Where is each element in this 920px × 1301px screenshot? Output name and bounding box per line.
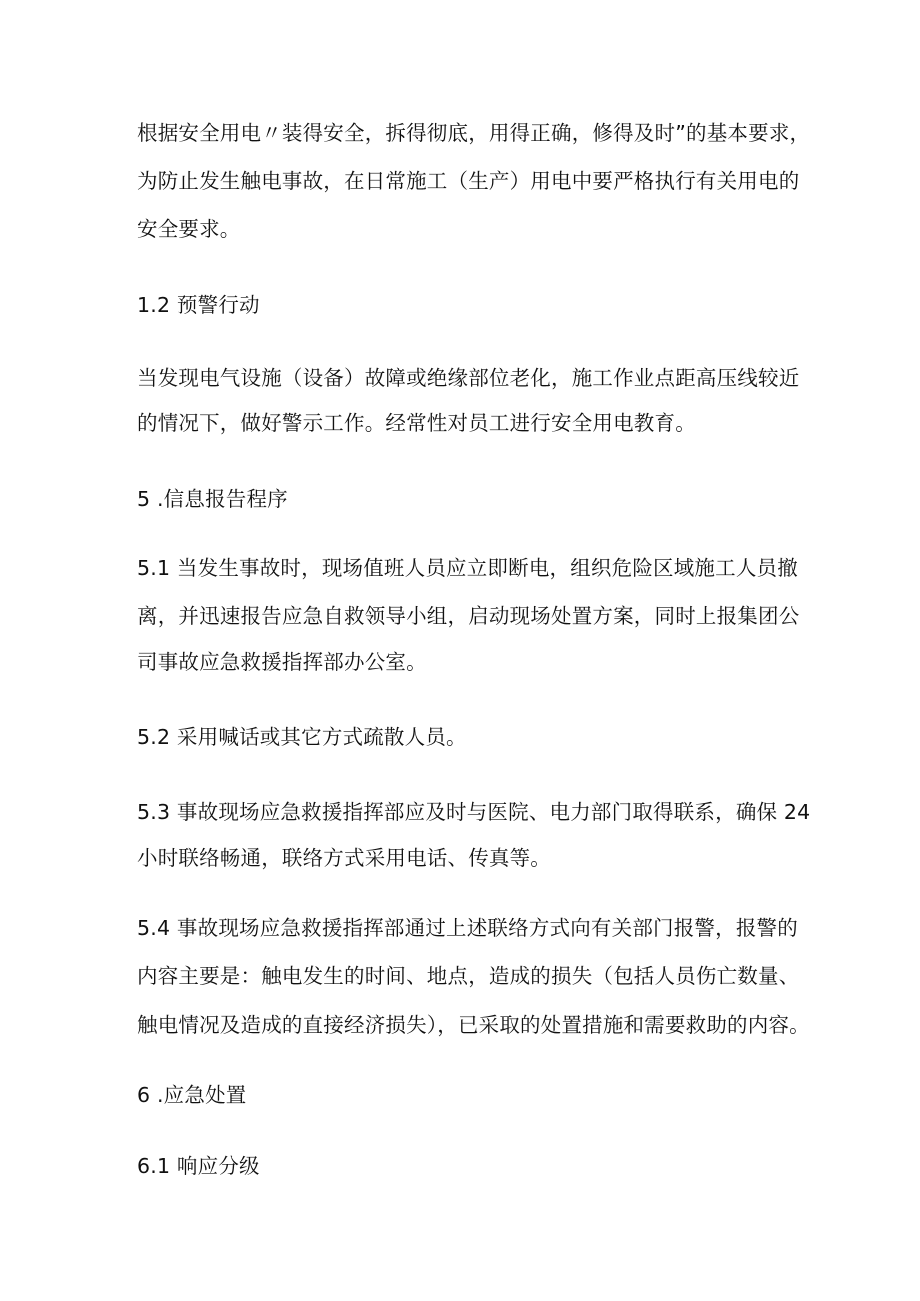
- paragraph-line: 的情况下，做好警示工作。经常性对员工进行安全用电教育。: [137, 411, 696, 435]
- paragraph-line: 5.1 当发生事故时，现场值班人员应立即断电，组织危险区域施工人员撤: [137, 556, 798, 580]
- paragraph-line: 触电情况及造成的直接经济损失），已采取的处置措施和需要救助的内容。: [137, 1013, 810, 1037]
- paragraph-line: 离，并迅速报告应急自救领导小组，启动现场处置方案，同时上报集团公: [137, 604, 800, 628]
- paragraph-line: 为防止发生触电事故，在日常施工（生产）用电中要严格执行有关用电的: [137, 169, 800, 193]
- paragraph-line: 5.2 采用喊话或其它方式疏散人员。: [137, 725, 467, 749]
- paragraph-line: 小时联络畅通，联络方式采用电话、传真等。: [137, 846, 551, 870]
- paragraph-line: 根据安全用电〃装得安全，拆得彻底，用得正确，修得及时”的基本要求，: [137, 121, 811, 145]
- paragraph-line: 5.3 事故现场应急救援指挥部应及时与医院、电力部门取得联系，确保 24: [137, 800, 811, 824]
- paragraph-line: 5.4 事故现场应急救援指挥部通过上述联络方式向有关部门报警，报警的: [137, 916, 798, 940]
- paragraph-line: 内容主要是：触电发生的时间、地点，造成的损失（包括人员伤亡数量、: [137, 964, 800, 988]
- section-heading: 1.2 预警行动: [137, 293, 260, 317]
- paragraph-line: 当发现电气设施（设备）故障或绝缘部位老化，施工作业点距高压线较近: [137, 366, 800, 390]
- section-heading: 6.1 响应分级: [137, 1154, 260, 1178]
- section-heading: 5 .信息报告程序: [137, 487, 288, 511]
- paragraph-line: 安全要求。: [137, 217, 241, 241]
- paragraph-line: 司事故应急救援指挥部办公室。: [137, 650, 427, 674]
- section-heading: 6 .应急处置: [137, 1083, 247, 1107]
